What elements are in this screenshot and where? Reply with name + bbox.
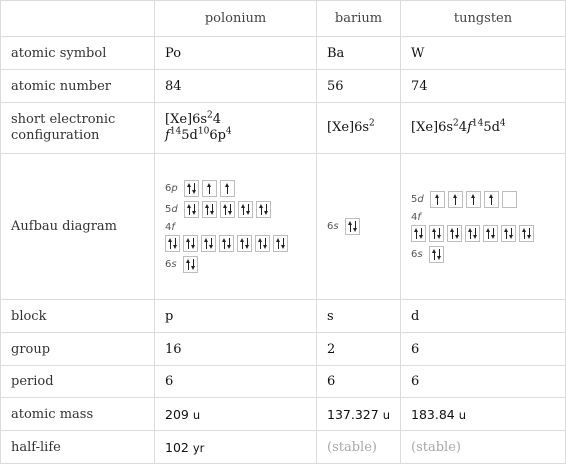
label-group: group: [1, 333, 155, 366]
number-polonium: 84: [155, 70, 317, 103]
orbital-box: [430, 191, 445, 208]
orbital-box: [448, 191, 463, 208]
orbital-box: [202, 201, 217, 218]
row-electronic-configuration: [1, 103, 566, 154]
config-polonium: $[Xe]6s^24$ $f^{14}5d^{10}6p^4$: [155, 103, 317, 154]
orbital-box: [220, 201, 235, 218]
orbital-label: 4f: [411, 211, 421, 223]
orbital-box: [429, 246, 444, 263]
orbital-box: [220, 180, 235, 197]
spin-up-arrow-icon: [435, 194, 440, 205]
block-barium: s: [317, 300, 401, 333]
spin-down-arrow-icon: [419, 228, 424, 239]
spin-down-arrow-icon: [437, 228, 442, 239]
orbital-label: 6p: [165, 183, 178, 194]
orbital-label: 6s: [327, 221, 339, 232]
orbital-subshell: [165, 256, 316, 273]
orbital-box: [429, 225, 444, 242]
aufbau-polonium: [155, 154, 317, 300]
orbital-subshell: [165, 201, 316, 218]
spin-down-arrow-icon: [245, 238, 250, 249]
orbital-box: [201, 235, 216, 252]
orbital-label: 5d: [165, 204, 178, 215]
spin-down-arrow-icon: [473, 228, 478, 239]
block-tungsten: d: [401, 300, 566, 333]
period-tungsten: 6: [401, 366, 566, 398]
orbital-box: [501, 225, 516, 242]
spin-up-arrow-icon: [471, 194, 476, 205]
spin-down-arrow-icon: [353, 221, 358, 232]
symbol-tungsten: W: [401, 37, 566, 70]
spin-down-arrow-icon: [192, 183, 197, 194]
label-atomic-number: atomic number: [1, 70, 155, 103]
header-corner: [1, 1, 155, 37]
row-aufbau-diagram: [1, 154, 566, 300]
row-group: [1, 333, 566, 366]
orbital-subshell: [327, 218, 400, 235]
orbital-subshell: [165, 222, 316, 252]
orbital-box: [237, 235, 252, 252]
orbital-box: [165, 235, 180, 252]
spin-down-arrow-icon: [191, 238, 196, 249]
spin-down-arrow-icon: [246, 204, 251, 215]
spin-up-arrow-icon: [489, 194, 494, 205]
orbital-subshell: [411, 246, 565, 263]
spin-down-arrow-icon: [264, 204, 269, 215]
orbital-box: [483, 225, 498, 242]
orbital-box: [238, 201, 253, 218]
row-atomic-mass: [1, 398, 566, 431]
label-atomic-mass: atomic mass: [1, 398, 155, 431]
orbital-box: [219, 235, 234, 252]
header-row: [1, 1, 566, 37]
block-polonium: p: [155, 300, 317, 333]
spin-down-arrow-icon: [228, 204, 233, 215]
spin-down-arrow-icon: [509, 228, 514, 239]
symbol-barium: Ba: [317, 37, 401, 70]
header-tungsten: tungsten: [401, 1, 566, 37]
orbital-subshell: [411, 212, 565, 242]
orbital-box: [411, 225, 426, 242]
row-atomic-number: [1, 70, 566, 103]
spin-down-arrow-icon: [491, 228, 496, 239]
orbital-label: 6s: [411, 248, 423, 260]
label-atomic-symbol: atomic symbol: [1, 37, 155, 70]
spin-down-arrow-icon: [281, 238, 286, 249]
spin-up-arrow-icon: [207, 183, 212, 194]
label-half-life: half-life: [1, 431, 155, 464]
orbital-box: [519, 225, 534, 242]
orbital-label: 6s: [165, 259, 177, 270]
period-barium: 6: [317, 366, 401, 398]
spin-down-arrow-icon: [263, 238, 268, 249]
spin-down-arrow-icon: [437, 249, 442, 260]
mass-barium: 137.327 u: [317, 398, 401, 431]
label-period: period: [1, 366, 155, 398]
aufbau-barium: [317, 154, 401, 300]
spin-down-arrow-icon: [527, 228, 532, 239]
period-polonium: 6: [155, 366, 317, 398]
orbital-box: [447, 225, 462, 242]
spin-down-arrow-icon: [173, 238, 178, 249]
orbital-box: [345, 218, 360, 235]
spin-down-arrow-icon: [191, 259, 196, 270]
label-block: block: [1, 300, 155, 333]
row-period: [1, 366, 566, 398]
orbital-subshell: [411, 191, 565, 208]
halflife-tungsten: (stable): [401, 431, 566, 464]
orbital-box: [465, 225, 480, 242]
spin-down-arrow-icon: [227, 238, 232, 249]
orbital-box: [255, 235, 270, 252]
orbital-box: [502, 191, 517, 208]
orbital-box: [202, 180, 217, 197]
orbital-box: [484, 191, 499, 208]
orbital-box: [183, 235, 198, 252]
orbital-box: [256, 201, 271, 218]
orbital-box: [183, 256, 198, 273]
spin-down-arrow-icon: [210, 204, 215, 215]
config-tungsten: $[Xe]6s^24f^{14}5d^4$: [401, 103, 566, 154]
row-block: [1, 300, 566, 333]
orbital-box: [273, 235, 288, 252]
header-polonium: polonium: [155, 1, 317, 37]
mass-polonium: 209 u: [155, 398, 317, 431]
header-barium: barium: [317, 1, 401, 37]
orbital-label: 5d: [411, 193, 424, 205]
label-aufbau-diagram: Aufbau diagram: [1, 154, 155, 300]
orbital-box: [184, 180, 199, 197]
number-tungsten: 74: [401, 70, 566, 103]
halflife-barium: (stable): [317, 431, 401, 464]
spin-down-arrow-icon: [209, 238, 214, 249]
label-electronic-configuration: short electronic configuration: [1, 103, 155, 154]
config-barium: $[Xe]6s^2$: [317, 103, 401, 154]
row-atomic-symbol: [1, 37, 566, 70]
halflife-polonium: 102 yr: [155, 431, 317, 464]
symbol-polonium: Po: [155, 37, 317, 70]
spin-down-arrow-icon: [192, 204, 197, 215]
group-barium: 2: [317, 333, 401, 366]
orbital-box: [466, 191, 481, 208]
spin-down-arrow-icon: [455, 228, 460, 239]
row-half-life: [1, 431, 566, 464]
mass-tungsten: 183.84 u: [401, 398, 566, 431]
orbital-subshell: [165, 180, 316, 197]
spin-up-arrow-icon: [453, 194, 458, 205]
number-barium: 56: [317, 70, 401, 103]
orbital-box: [184, 201, 199, 218]
group-tungsten: 6: [401, 333, 566, 366]
spin-up-arrow-icon: [225, 183, 230, 194]
orbital-label: 4f: [165, 222, 175, 233]
aufbau-tungsten: [401, 154, 566, 300]
group-polonium: 16: [155, 333, 317, 366]
